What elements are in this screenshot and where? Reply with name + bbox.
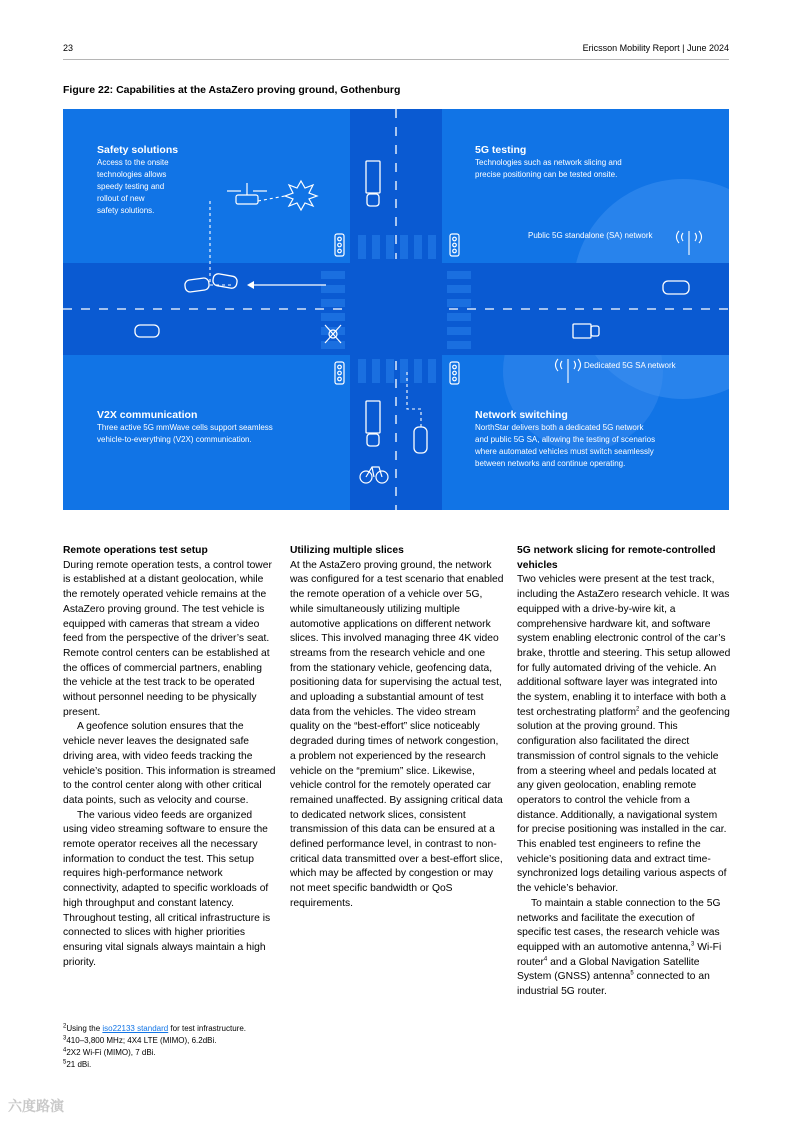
safety-line: safety solutions. [97,206,155,215]
paragraph: The various video feeds are organized using video streaming software to ensure the remote operator receives all the necessary information to conduct the test. This setup requires high-performance network connectivity, adapted to specific workloads of high throughput and constant latency. Throughout testing, all critical infrastructure is connected to slices with higher priorities ensuring vital signals always maintain a high priority. [63,809,271,968]
network-switching-label [475,409,725,470]
v2x-label [97,409,327,446]
v2x-line: vehicle-to-everything (V2X) communication. [97,435,252,444]
switching-line: between networks and continue operating. [475,459,626,468]
dedicated-network-label: Dedicated 5G SA network [584,361,676,370]
traffic-light-icon [335,362,344,384]
safety-line: Access to the onsite [97,158,169,167]
v2x-title: V2X communication [97,409,198,421]
column-1 [63,544,277,970]
v2x-line: Three active 5G mmWave cells support seamless [97,423,273,432]
safety-line: speedy testing and [97,182,165,191]
column-1-heading: Remote operations test setup [63,545,208,556]
iso-standard-link[interactable]: iso22133 standard [102,1024,169,1033]
paragraph: A geofence solution ensures that the vehicle never leaves the designated safe driving area, with video feeds tracking the vehicle’s position. This information is streamed to the control center along with other critical data points, such as velocity and course. [63,721,276,806]
network-switching-title: Network switching [475,409,568,421]
footnote: $^3$410–3,800 MHz; 4X4 LTE (MIMO), 6.2dBi. [63,1035,217,1045]
column-2 [290,544,504,912]
traffic-light-icon [450,234,459,256]
switching-line: where automated vehicles must switch seamlessly [475,447,654,456]
running-header: Ericsson Mobility Report | June 2024 [582,43,729,53]
watermark: 六度路演 [8,1098,64,1114]
safety-solutions-label [97,144,247,217]
traffic-light-icon [450,362,459,384]
footnotes [63,1023,246,1071]
public-network-label: Public 5G standalone (SA) network [528,231,653,240]
safety-line: rollout of new [97,194,145,203]
paragraph: At the AstaZero proving ground, the network was configured for a test scenario that enabled the remote operation of a vehicle over 5G, while simultaneously utilizing multiple automotive applications on different network slices. This involved managing three 4K video streams from the research vehicle and one from the stationary vehicle, geofencing data, positioning data for supervising the actual test, and uploading a substantial amount of test data from the vehicles. The video stream quality on the “best-effort” slice noticeably degraded during times of network congestion, a problem not experienced by the research vehicle on the “premium” slice. Likewise, vehicle control for the remotely operated car remained unaffected. By assigning critical data to dedicated network slices, consistent transmission of this data can be ensured at a defined performance level, in contrast to non-critical data transmitted over a best-effort slice, which may be affected by congestion or may not meet specific bandwidth or QoS requirements. [290,559,504,909]
header-rule [63,59,729,60]
switching-line: NorthStar delivers both a dedicated 5G network [475,423,644,432]
5g-testing-line: precise positioning can be tested onsite. [475,170,618,179]
5g-testing-label [475,144,715,181]
paragraph: To maintain a stable connection to the 5G networks and facilitate the execution of specific test cases, the research vehicle was equipped with an automotive antenna,$^3$ Wi-Fi router$^4$ and a Global Navigation Satellite System (GNSS) antenna$^5$ connected to an industrial 5G router. [517,897,722,998]
crash-burst-icon [285,181,317,210]
paragraph: During remote operation tests, a control tower is established at a distant geolocation, while the remotely operated vehicle remains at the AstaZero proving ground. The test vehicle is equipped with cameras that stream a video feed from the perspective of the driver’s seat. Remote control centers can be established at the offices of commercial partners, enabling the vehicle at the test track to be operated without personnel needing to be physically present. [63,559,272,718]
footnote: $^2$Using the iso22133 standard for test infrastructure. [63,1023,247,1033]
5g-testing-line: Technologies such as network slicing and [475,158,622,167]
paragraph: Two vehicles were present at the test track, including the AstaZero research vehicle. It was equipped with a drive-by-wire kit, a comprehensive hardware kit, and software system enabling electronic control of the car’s brake, throttle and steering. This setup allowed for fully automated driving of the vehicle. An additional software layer was integrated into the system, enabling it to interface with both a test orchestrating platform$^2$ and the geofencing solution at the proving ground. This configuration also facilitated the direct transmission of control signals to the vehicle from a steering wheel and pedals located at any given geolocation, enabling remote operators to control the vehicle from a distance. Additionally, a navigational system for precise positioning was installed in the car. This enabled test engineers to refine the vehicle’s positioning data and extract time-synchronized logs detailing various aspects of the vehicle’s behavior. [517,574,731,895]
traffic-light-icon [335,234,344,256]
safety-line: technologies allows [97,170,167,179]
page-number: 23 [63,43,74,53]
safety-solutions-title: Safety solutions [97,144,179,156]
column-3 [517,544,731,1000]
5g-testing-title: 5G testing [475,144,527,156]
switching-line: and public 5G SA, allowing the testing of scenarios [475,435,656,444]
footnote: $^5$21 dBi. [63,1059,92,1069]
column-3-heading: 5G network slicing for remote-controlled vehicles [517,545,716,571]
figure-title: Figure 22: Capabilities at the AstaZero proving ground, Gothenburg [63,84,401,96]
figure-illustration [63,109,729,510]
column-2-heading: Utilizing multiple slices [290,545,404,556]
footnote: $^4$2X2 Wi-Fi (MIMO), 7 dBi. [63,1047,156,1057]
drone-path [258,196,285,201]
